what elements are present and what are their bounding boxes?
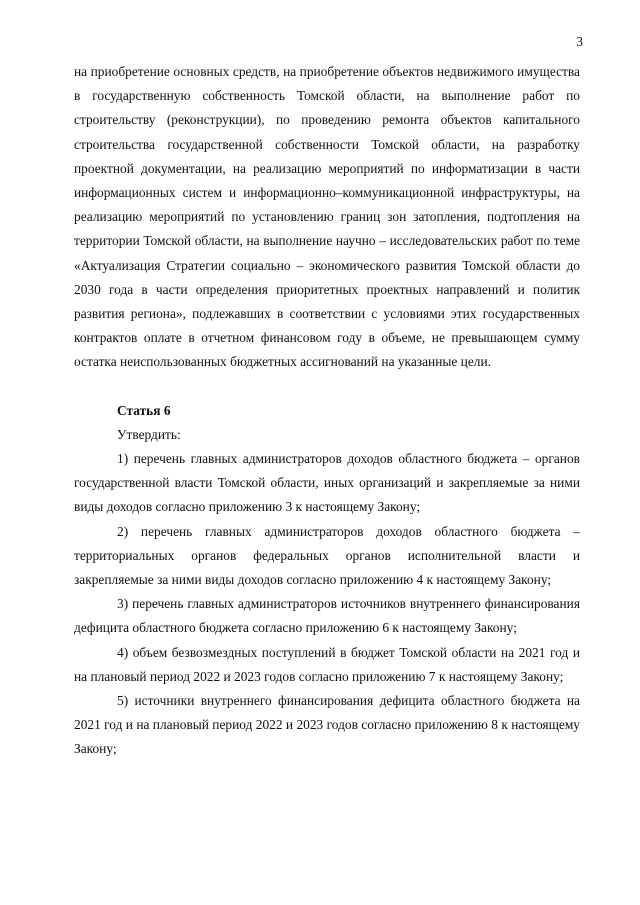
article-item: 4) объем безвозмездных поступлений в бюджет Томской области на 2021 год и на плановый период 2022 и 2023 годов согласно приложению 7 к настоящему Закону; (74, 644, 580, 684)
article-intro: Утвердить: (117, 426, 181, 442)
continuation-paragraph: на приобретение основных средств, на приобретение объектов недвижимого имущества в государственную собственность Томской области, на выполнение работ по строительству (реконструкции), по проведению ремонта объектов капитального строительства государственной собственности Томской области, на разработку проектной документации, на реализацию мероприятий по информатизации в части информационных систем и информационно–коммуникационной инфраструктуры, на реализацию мероприятий по установлению границ зон затопления, подтопления на территории Томской области, на выполнение научно – исследовательских работ по теме «Актуализация Стратегии социально – экономического развития Томской области до 2030 года в части определения приоритетных проектных направлений и политик развития региона», подлежавших в соответствии с условиями этих государственных контрактов оплате в отчетном финансовом году в объеме, не превышающем сумму остатка неиспользованных бюджетных ассигнований на указанные цели. (74, 64, 580, 370)
page-number: 3 (576, 34, 583, 49)
article-item: 2) перечень главных администраторов доходов областного бюджета – территориальных органов федеральных органов исполнительной власти и закрепляемые за ними виды доходов согласно приложению 4 к настоящему Закону; (74, 523, 580, 588)
article-item: 1) перечень главных администраторов доходов областного бюджета – органов государственной власти Томской области, иных организаций и закрепляемые за ними виды доходов согласно приложению 3 к настоящему Закону; (74, 451, 580, 515)
document-body (74, 60, 580, 762)
article-heading: Статья 6 (117, 402, 171, 418)
article-item: 5) источники внутреннего финансирования дефицита областного бюджета на 2021 год и на плановый период 2022 и 2023 годов согласно приложению 8 к настоящему Закону; (74, 693, 580, 757)
article-item: 3) перечень главных администраторов источников внутреннего финансирования дефицита областного бюджета согласно приложению 6 к настоящему Закону; (74, 596, 580, 636)
